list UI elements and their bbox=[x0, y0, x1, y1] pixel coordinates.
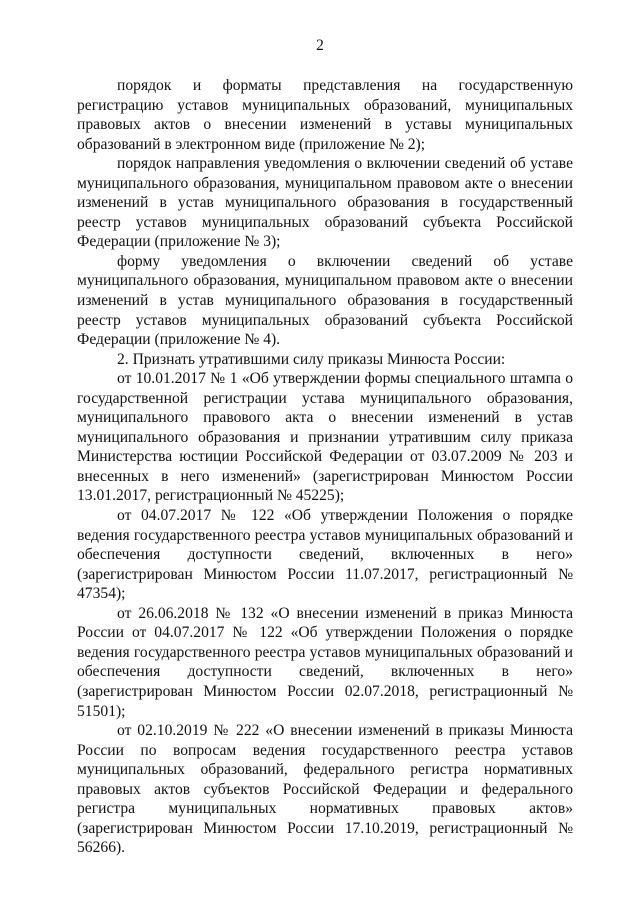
paragraph-order-47354: от 04.07.2017 № 122 «Об утверждении Положения о порядке ведения государственного реестра уставов муниципальных образований и обеспечения доступности сведений, включенных в него» (зарегистрирован Минюстом России 11.07.2017, регистрационный № 47354); bbox=[77, 507, 573, 603]
paragraph-order-56266: от 02.10.2019 № 222 «О внесении изменений в приказы Минюста России по вопросам ведения государственного реестра уставов муниципальных образований, федерального регистра нормативных правовых актов субъектов Российской Федерации и федерального регистра муниципальных нормативных правовых актов» (зарегистрирован Минюстом России 17.10.2019, регистрационный № 56266). bbox=[77, 722, 573, 857]
paragraph-order-45225: от 10.01.2017 № 1 «Об утверждении формы специального штампа о государственной регистрации устава муниципального образования, муниципального правового акта о внесении изменений в устав муниципального образования и признании утратившим силу приказа Министерства юстиции Российской Федерации от 03.07.2009 № 203 и внесенных в него изменений» (зарегистрирован Минюстом России 13.01.2017, регистрационный № 45225); bbox=[77, 370, 573, 505]
paragraph-appendix-2: порядок и форматы представления на государственную регистрацию уставов муниципальных образований, муниципальных правовых актов о внесении изменений в уставы муниципальных образований в электронном виде (приложение № 2); bbox=[77, 77, 573, 153]
page-number: 2 bbox=[316, 37, 324, 54]
paragraph-appendix-3: порядок направления уведомления о включении сведений об уставе муниципального образования, муниципальном правовом акте о внесении изменений в устав муниципального образования в государственный реестр уставов муниципальных образований субъекта Российской Федерации (приложение № 3); bbox=[77, 155, 573, 251]
paragraph-appendix-4: форму уведомления о включении сведений об уставе муниципального образования, муниципальном правовом акте о внесении изменений в устав муниципального образования в государственный реестр уставов муниципальных образований субъекта Российской Федерации (приложение № 4). bbox=[77, 252, 573, 349]
paragraph-order-51501: от 26.06.2018 № 132 «О внесении изменений в приказ Минюста России от 04.07.2017 № 122 «Об утверждении Положения о порядке ведения государственного реестра уставов муниципальных образований и обеспечения доступности сведений, включенных в него» (зарегистрирован Минюстом России 02.07.2018, регистрационный № 51501); bbox=[77, 604, 573, 720]
paragraph-item-2-heading: 2. Признать утратившими силу приказы Минюста России: bbox=[117, 350, 506, 368]
document-body bbox=[77, 76, 573, 858]
